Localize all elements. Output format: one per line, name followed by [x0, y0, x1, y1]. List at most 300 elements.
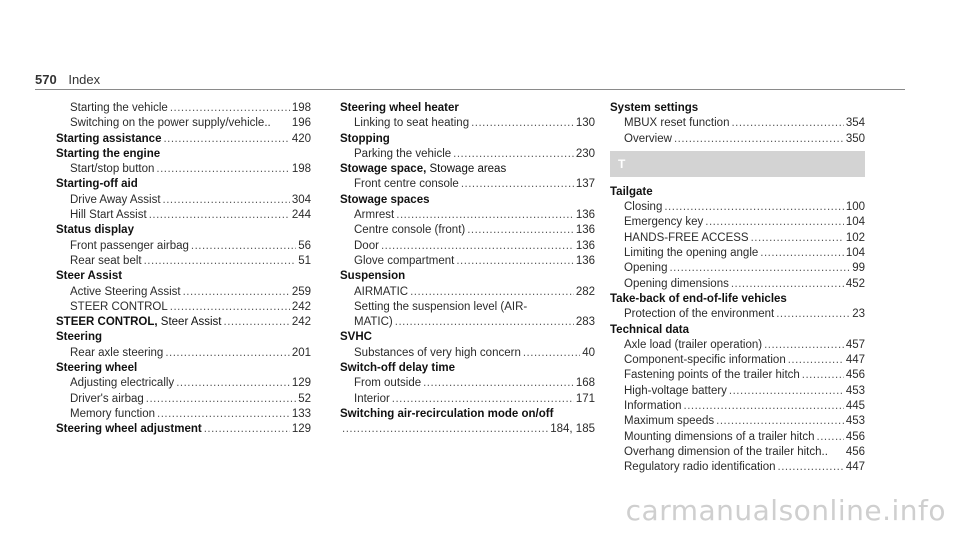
entry-label: Emergency key	[624, 216, 704, 229]
dot-leader	[664, 200, 843, 215]
entry-label: Active Steering Assist	[70, 285, 181, 298]
entry-label-extra: Stowage areas	[426, 163, 507, 176]
index-entry[interactable]	[340, 346, 595, 361]
entry-text	[624, 399, 682, 414]
entry-text	[354, 315, 393, 330]
index-heading	[610, 101, 865, 116]
dot-leader	[674, 132, 844, 147]
entry-label: Stowage space,	[340, 163, 427, 176]
entry-label: Glove compartment	[354, 254, 455, 267]
index-entry[interactable]	[610, 353, 865, 368]
entry-text	[624, 338, 762, 353]
entry-label: Adjusting electrically	[70, 377, 175, 390]
page-reference[interactable]: 171	[575, 392, 595, 405]
entry-label: Steer Assist	[56, 270, 123, 283]
index-heading	[340, 330, 595, 345]
entry-text	[624, 132, 672, 147]
entry-label: Starting the engine	[56, 147, 161, 160]
index-entry[interactable]	[340, 208, 595, 223]
index-entry[interactable]	[340, 392, 595, 407]
index-entry[interactable]	[610, 116, 865, 131]
entry-label: Fastening points of the trailer hitch	[624, 369, 800, 382]
index-entry[interactable]	[610, 261, 865, 276]
dot-leader	[467, 223, 574, 238]
entry-text	[340, 101, 459, 116]
entry-label: Linking to seat heating	[354, 117, 470, 130]
page-reference[interactable]: 136	[575, 239, 595, 252]
entry-label: Steering wheel heater	[340, 102, 459, 114]
entry-text	[70, 193, 161, 208]
index-heading	[56, 269, 311, 284]
entry-label: Parking the vehicle	[354, 147, 452, 160]
page-reference[interactable]: 456	[845, 430, 865, 443]
index-entry[interactable]	[340, 223, 595, 238]
index-heading	[56, 330, 311, 345]
dot-leader	[381, 239, 574, 254]
page-reference[interactable]: 133	[291, 407, 311, 420]
index-entry[interactable]	[56, 254, 311, 269]
entry-label: Front passenger airbag	[70, 239, 189, 252]
entry-text	[624, 414, 714, 429]
index-entry[interactable]	[56, 239, 311, 254]
entry-text	[624, 353, 786, 368]
index-entry[interactable]	[56, 392, 311, 407]
page-reference[interactable]: 350	[845, 132, 865, 145]
entry-label: Protection of the environment	[624, 308, 775, 321]
entry-label: Limiting the opening angle	[624, 247, 759, 260]
entry-text	[340, 193, 429, 208]
index-entry[interactable]	[610, 338, 865, 353]
index-heading	[610, 323, 865, 338]
header-rule	[35, 89, 905, 90]
index-entry[interactable]	[56, 407, 311, 422]
entry-label: Start/stop button	[70, 163, 155, 176]
dot-leader	[176, 376, 290, 391]
dot-leader	[410, 285, 574, 300]
section-letter: T	[618, 156, 626, 171]
entry-text	[354, 346, 521, 361]
entry-text	[340, 361, 455, 376]
entry-text	[70, 346, 163, 361]
page-reference[interactable]: 196	[291, 117, 311, 130]
entry-label: Substances of very high concern	[354, 346, 521, 359]
index-entry[interactable]	[56, 346, 311, 361]
watermark: carmanualsonline.info	[625, 494, 946, 527]
dot-leader	[342, 422, 548, 437]
entry-text	[354, 147, 451, 162]
entry-text	[354, 223, 465, 238]
entry-text	[624, 116, 729, 131]
entry-label: AIRMATIC	[354, 285, 409, 298]
entry-text	[70, 407, 155, 422]
dot-leader	[453, 147, 574, 162]
index-entry[interactable]	[340, 177, 595, 192]
index-entry	[340, 300, 595, 315]
page-reference[interactable]: 136	[575, 209, 595, 222]
dot-leader	[149, 208, 290, 223]
dot-leader	[817, 430, 844, 445]
entry-label: Status display	[56, 224, 134, 237]
page-reference[interactable]: 283	[575, 316, 595, 329]
page-reference[interactable]: 136	[575, 254, 595, 267]
page-reference[interactable]: 457	[845, 338, 865, 351]
index-entry[interactable]	[56, 285, 311, 300]
entry-text	[70, 239, 189, 254]
dot-leader	[392, 392, 574, 407]
entry-label: Starting assistance	[56, 132, 162, 145]
page-reference[interactable]: 282	[575, 285, 595, 298]
index-entry[interactable]	[56, 300, 311, 315]
dot-leader	[157, 407, 290, 422]
index-entry[interactable]	[340, 315, 595, 330]
page-reference[interactable]: 230	[575, 147, 595, 160]
index-heading[interactable]	[56, 422, 311, 437]
entry-label: Driver's airbag	[70, 392, 144, 405]
entry-text	[624, 384, 727, 399]
entry-text	[624, 307, 774, 322]
entry-label: SVHC	[340, 331, 372, 344]
entry-label: STEER CONTROL,	[56, 316, 158, 329]
index-entry[interactable]	[340, 422, 595, 437]
entry-label: HANDS-FREE ACCESS	[624, 231, 749, 244]
entry-text	[624, 460, 776, 475]
entry-text	[610, 323, 689, 338]
entry-text	[70, 162, 154, 177]
dot-leader	[716, 414, 844, 429]
index-entry[interactable]	[340, 254, 595, 269]
entry-text	[340, 330, 372, 345]
entry-label: Opening	[624, 262, 668, 275]
dot-leader	[729, 384, 844, 399]
entry-text	[56, 361, 137, 376]
index-entry[interactable]	[610, 215, 865, 230]
dot-leader	[471, 116, 574, 131]
index-column-2	[340, 101, 595, 438]
index-entry[interactable]	[340, 376, 595, 391]
page-reference[interactable]: 137	[575, 178, 595, 191]
dot-leader	[224, 315, 290, 330]
entry-label: Axle load (trailer operation)	[624, 338, 763, 351]
page-reference[interactable]: 168	[575, 377, 595, 390]
dot-leader	[461, 177, 574, 192]
entry-text	[624, 200, 662, 215]
dot-leader	[156, 162, 289, 177]
index-entry[interactable]	[610, 430, 865, 445]
page-reference[interactable]: 99	[852, 262, 865, 275]
page-reference[interactable]: 354	[845, 117, 865, 130]
entry-label: Rear axle steering	[70, 346, 164, 359]
entry-label: STEER CONTROL	[70, 300, 168, 313]
page-reference[interactable]: 259	[291, 285, 311, 298]
index-heading	[610, 185, 865, 200]
index-entry[interactable]	[56, 376, 311, 391]
entry-label: Steering wheel	[56, 362, 138, 375]
entry-label: Switch-off delay time	[340, 362, 456, 375]
entry-text	[624, 215, 703, 230]
entry-label: Front centre console	[354, 178, 459, 191]
page-reference[interactable]: 184, 185	[550, 423, 595, 436]
page-reference[interactable]: 136	[575, 224, 595, 237]
page-reference[interactable]: 201	[291, 346, 311, 359]
page-reference[interactable]: 453	[845, 415, 865, 428]
page-reference[interactable]: 100	[845, 201, 865, 214]
entry-label: Overhang dimension of the trailer hitch..	[624, 445, 828, 458]
dot-leader	[764, 338, 844, 353]
dot-leader	[191, 239, 296, 254]
page-reference[interactable]: 447	[845, 461, 865, 474]
entry-text	[354, 116, 469, 131]
page-header	[35, 72, 100, 87]
entry-label: Interior	[354, 392, 390, 405]
page-reference[interactable]: 456	[845, 445, 865, 458]
entry-label: Suspension	[340, 270, 406, 283]
entry-text	[70, 300, 168, 315]
index-entry[interactable]	[610, 132, 865, 147]
index-heading[interactable]	[56, 315, 311, 330]
entry-text	[56, 147, 160, 162]
dot-leader	[760, 246, 844, 261]
entry-text	[70, 116, 271, 131]
entry-text	[354, 254, 454, 269]
dot-leader	[788, 353, 844, 368]
entry-label: Armrest	[354, 209, 395, 222]
dot-leader	[778, 460, 844, 475]
entry-text	[610, 101, 698, 116]
entry-text	[56, 223, 134, 238]
entry-text	[624, 368, 800, 383]
entry-label: MBUX reset function	[624, 117, 730, 130]
entry-text	[340, 407, 553, 422]
dot-leader	[396, 208, 574, 223]
page-reference[interactable]: 198	[291, 163, 311, 176]
index-entry[interactable]	[56, 101, 311, 116]
page-reference[interactable]: 104	[845, 216, 865, 229]
entry-text	[624, 277, 729, 292]
index-entry[interactable]	[56, 116, 311, 131]
entry-text	[610, 185, 653, 200]
index-entry[interactable]	[340, 116, 595, 131]
index-heading[interactable]	[56, 132, 311, 147]
page-reference[interactable]: 56	[298, 239, 311, 252]
entry-text	[56, 269, 122, 284]
entry-text	[56, 315, 222, 330]
entry-text	[70, 285, 181, 300]
entry-label: From outside	[354, 377, 422, 390]
entry-text	[354, 208, 394, 223]
index-heading	[340, 101, 595, 116]
index-entry[interactable]	[610, 384, 865, 399]
entry-label: High-voltage battery	[624, 384, 727, 397]
dot-leader	[183, 285, 290, 300]
entry-text	[340, 162, 506, 177]
index-heading	[340, 193, 595, 208]
entry-text	[354, 285, 408, 300]
entry-text	[624, 231, 749, 246]
entry-text	[70, 392, 144, 407]
entry-label: Stopping	[340, 132, 390, 145]
entry-label: Starting-off aid	[56, 178, 138, 191]
index-heading	[340, 361, 595, 376]
entry-text	[354, 300, 527, 315]
index-entry[interactable]	[340, 147, 595, 162]
page-section-title: Index	[68, 72, 101, 87]
page-reference[interactable]: 244	[291, 209, 311, 222]
entry-label: Maximum speeds	[624, 415, 715, 428]
dot-leader	[163, 193, 290, 208]
dot-leader	[523, 346, 580, 361]
index-entry[interactable]	[610, 368, 865, 383]
index-heading	[56, 177, 311, 192]
index-heading	[56, 147, 311, 162]
entry-label: Tailgate	[610, 185, 653, 198]
page-reference[interactable]: 51	[298, 254, 311, 267]
entry-label: MATIC)	[354, 316, 393, 329]
index-column-1	[56, 101, 311, 438]
entry-label: Regulatory radio identification	[624, 461, 776, 474]
section-letter-band	[610, 151, 865, 177]
index-entry[interactable]	[610, 445, 865, 460]
dot-leader	[165, 346, 289, 361]
entry-label: Setting the suspension level (AIR-	[354, 300, 528, 313]
index-entry[interactable]	[56, 162, 311, 177]
index-entry[interactable]	[340, 239, 595, 254]
page-number: 570	[35, 72, 57, 87]
entry-label: Information	[624, 400, 682, 413]
index-heading	[340, 162, 595, 177]
dot-leader	[684, 399, 844, 414]
entry-label: Steering	[56, 331, 103, 344]
entry-label: Memory function	[70, 407, 156, 420]
index-heading	[340, 407, 595, 422]
index-entry[interactable]	[610, 200, 865, 215]
entry-label: Mounting dimensions of a trailer hitch	[624, 430, 815, 443]
entry-text	[354, 177, 459, 192]
entry-text	[70, 101, 168, 116]
entry-text	[340, 269, 405, 284]
page-reference[interactable]: 452	[845, 277, 865, 290]
page-reference[interactable]: 129	[291, 423, 311, 436]
entry-label: Steering wheel adjustment	[56, 423, 202, 436]
dot-leader	[802, 368, 844, 383]
index-entry[interactable]	[610, 399, 865, 414]
index-heading	[610, 292, 865, 307]
entry-label: Centre console (front)	[354, 224, 466, 237]
page-reference[interactable]: 420	[291, 132, 311, 145]
dot-leader	[751, 231, 844, 246]
dot-leader	[170, 300, 290, 315]
dot-leader	[170, 101, 290, 116]
entry-label: Technical data	[610, 323, 690, 336]
dot-leader	[423, 376, 574, 391]
dot-leader	[705, 215, 844, 230]
dot-leader	[144, 254, 297, 269]
entry-text	[624, 261, 667, 276]
entry-label: Switching on the power supply/vehicle..	[70, 117, 271, 130]
page-reference[interactable]: 242	[291, 300, 311, 313]
entry-text	[354, 376, 421, 391]
dot-leader	[669, 261, 850, 276]
dot-leader	[395, 315, 574, 330]
entry-label: Take-back of end-of-life vehicles	[610, 292, 787, 305]
entry-text	[70, 208, 147, 223]
index-column-3	[610, 101, 865, 476]
index-heading	[56, 361, 311, 376]
entry-text	[56, 132, 161, 147]
index-heading	[340, 132, 595, 147]
page-reference[interactable]: 129	[291, 377, 311, 390]
entry-label: Opening dimensions	[624, 277, 729, 290]
entry-label: System settings	[610, 102, 699, 114]
entry-text	[56, 177, 138, 192]
dot-leader	[146, 392, 296, 407]
entry-label: Door	[354, 239, 379, 252]
page-reference[interactable]: 445	[845, 400, 865, 413]
page-reference[interactable]: 52	[298, 392, 311, 405]
page-reference[interactable]: 40	[582, 346, 595, 359]
page-reference[interactable]: 456	[845, 369, 865, 382]
entry-label: Hill Start Assist	[70, 209, 147, 222]
entry-text	[340, 132, 390, 147]
entry-text	[624, 430, 815, 445]
entry-label: Starting the vehicle	[70, 102, 168, 114]
dot-leader	[204, 422, 290, 437]
dot-leader	[776, 307, 850, 322]
entry-text	[70, 254, 142, 269]
entry-label: Rear seat belt	[70, 254, 142, 267]
entry-text	[624, 246, 758, 261]
entry-label: Overview	[624, 132, 672, 145]
entry-text	[70, 376, 174, 391]
entry-text	[56, 330, 102, 345]
index-entry[interactable]	[340, 285, 595, 300]
index-entry[interactable]	[610, 231, 865, 246]
page-reference[interactable]: 198	[291, 102, 311, 114]
index-entry[interactable]	[610, 414, 865, 429]
page-reference[interactable]: 453	[845, 384, 865, 397]
index-entry[interactable]	[56, 193, 311, 208]
dot-leader	[456, 254, 573, 269]
index-entry[interactable]	[610, 277, 865, 292]
entry-label: Component-specific information	[624, 354, 786, 367]
dot-leader	[731, 116, 843, 131]
entry-text	[624, 445, 828, 460]
page-reference[interactable]: 447	[845, 354, 865, 367]
entry-label-extra: Steer Assist	[157, 316, 222, 329]
entry-label: Switching air-recirculation mode on/off	[340, 407, 554, 420]
entry-text	[56, 422, 202, 437]
page-reference[interactable]: 23	[852, 308, 865, 321]
index-entry[interactable]	[610, 460, 865, 475]
index-entry[interactable]	[610, 307, 865, 322]
entry-label: Drive Away Assist	[70, 193, 161, 206]
entry-label: Closing	[624, 201, 663, 214]
page-reference[interactable]: 104	[845, 247, 865, 260]
index-heading	[340, 269, 595, 284]
dot-leader	[731, 277, 844, 292]
entry-label: Stowage spaces	[340, 193, 430, 206]
page-reference[interactable]: 130	[575, 117, 595, 130]
page-reference[interactable]: 102	[845, 231, 865, 244]
index-entry[interactable]	[56, 208, 311, 223]
page-reference[interactable]: 242	[291, 316, 311, 329]
entry-text	[610, 292, 787, 307]
index-heading	[56, 223, 311, 238]
index-entry[interactable]	[610, 246, 865, 261]
entry-text	[354, 239, 379, 254]
entry-text	[354, 392, 390, 407]
dot-leader	[163, 132, 289, 147]
page-reference[interactable]: 304	[291, 193, 311, 206]
